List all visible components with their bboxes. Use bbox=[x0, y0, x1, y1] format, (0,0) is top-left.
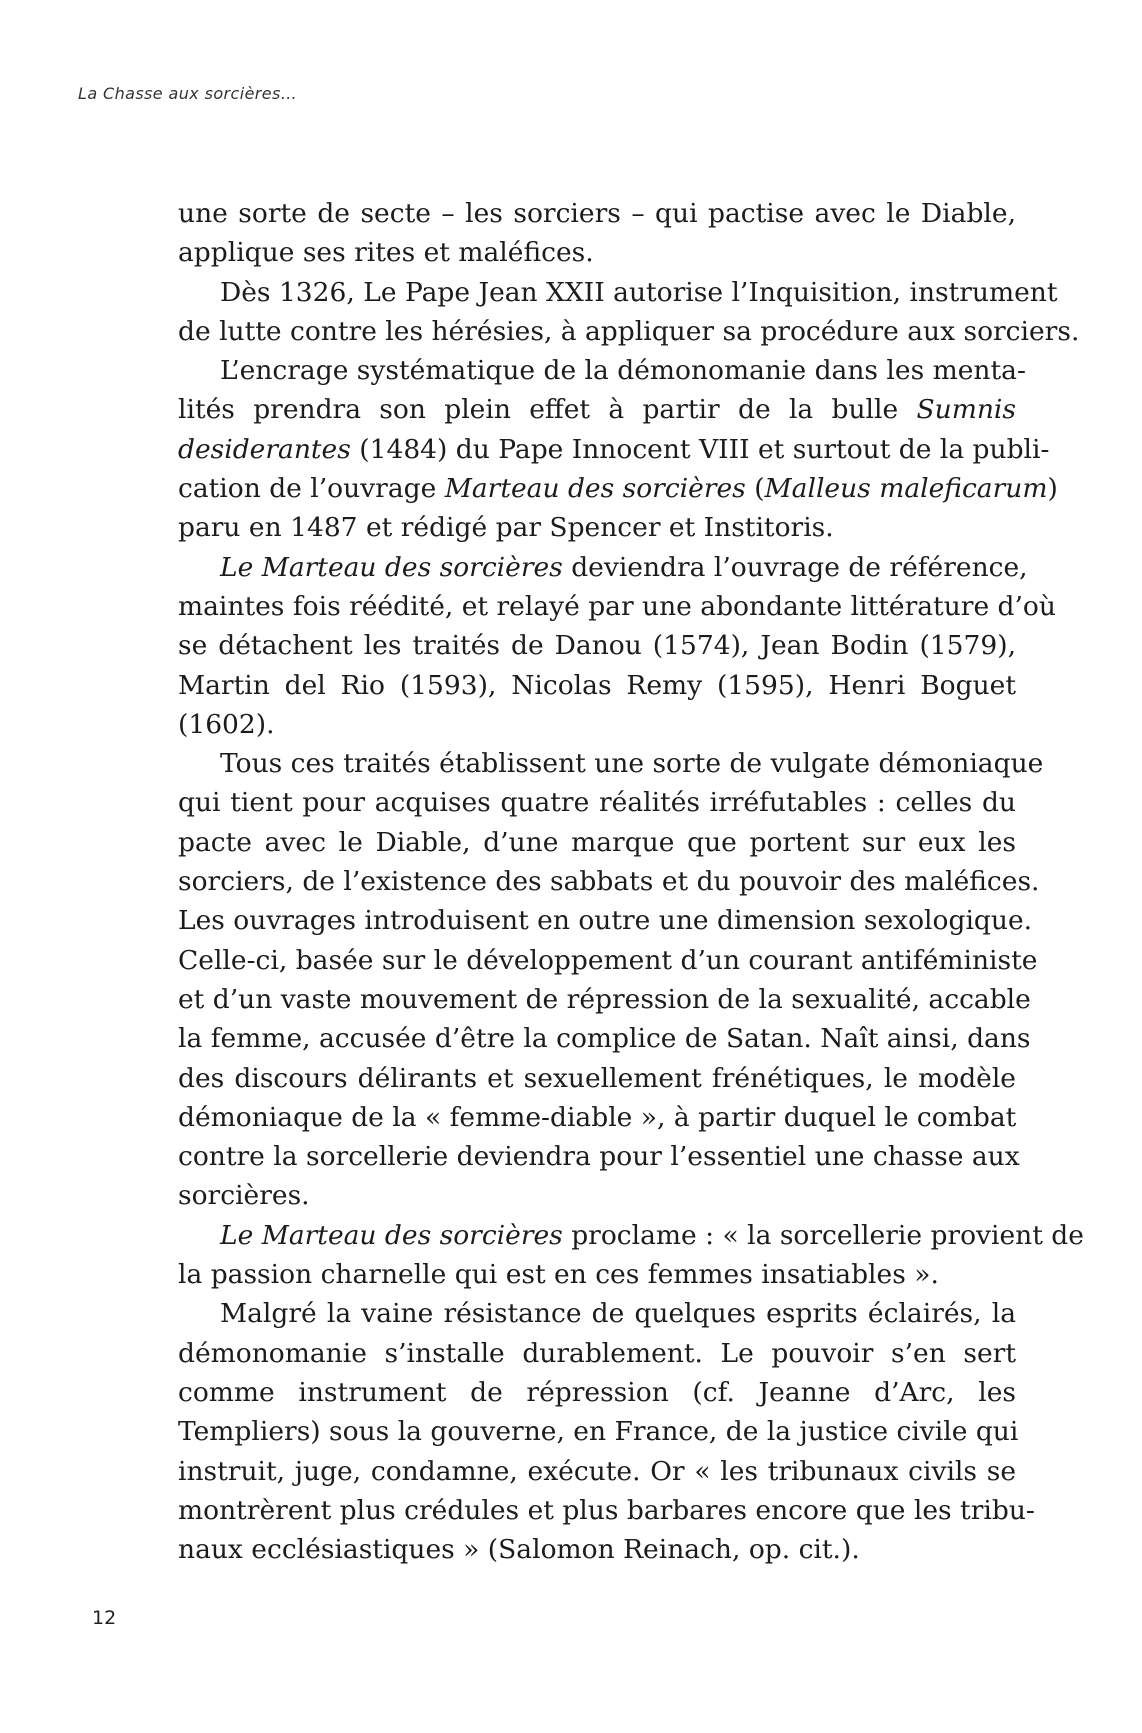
paragraph-7 bbox=[178, 1294, 1035, 1569]
text-line bbox=[178, 233, 1016, 272]
paragraph-1 bbox=[178, 194, 1016, 273]
text-line bbox=[178, 941, 1038, 980]
text-line bbox=[178, 469, 1058, 508]
italic-text: desiderantes bbox=[178, 433, 351, 465]
text-line bbox=[178, 273, 1058, 312]
text-run: Celle-ci, basée sur le développement d’un courant antiféministe bbox=[178, 944, 1038, 976]
italic-text: Le Marteau des sorcières bbox=[220, 1219, 563, 1251]
text-run: de lutte contre les hérésies, à appliquer sa procédure aux sorciers. bbox=[178, 315, 1080, 347]
text-line bbox=[178, 1412, 1019, 1451]
italic-text: Sumnis bbox=[916, 394, 1016, 426]
text-line bbox=[178, 1530, 1016, 1569]
text-run: Malgré la vaine résistance de quelques esprits éclairés, la bbox=[220, 1298, 1016, 1330]
text-run: deviendra l’ouvrage de référence, bbox=[562, 551, 1028, 583]
text-line bbox=[178, 548, 1028, 587]
text-run: et d’un vaste mouvement de répression de la sexualité, accable bbox=[178, 983, 1031, 1015]
text-run: lités prendra son plein effet à partir de la bulle bbox=[178, 394, 917, 426]
text-run: ( bbox=[745, 473, 765, 505]
text-line bbox=[178, 1294, 1016, 1333]
text-line bbox=[178, 666, 1016, 705]
italic-text: Le Marteau des sorcières bbox=[220, 551, 563, 583]
text-line bbox=[178, 1137, 1020, 1176]
text-run: une sorte de secte – les sorciers – qui pactise avec le Diable, bbox=[178, 198, 1016, 229]
text-run: Dès 1326, Le Pape Jean XXII autorise l’Inquisition, instrument bbox=[220, 276, 1058, 308]
text-run: L’encrage systématique de la démonomanie dans les menta- bbox=[220, 355, 1026, 387]
text-run: cation de l’ouvrage bbox=[178, 473, 445, 505]
text-line bbox=[178, 1255, 1016, 1294]
text-run: (1602). bbox=[178, 708, 275, 740]
text-run: comme instrument de répression (cf. Jeanne d’Arc, les bbox=[178, 1376, 1016, 1408]
text-run: la femme, accusée d’être la complice de Satan. Naît ainsi, dans bbox=[178, 1023, 1031, 1055]
paragraph-6 bbox=[178, 1216, 1084, 1295]
text-line bbox=[178, 1373, 1016, 1412]
text-run: maintes fois réédité, et relayé par une abondante littérature d’où bbox=[178, 590, 1056, 622]
text-line bbox=[178, 980, 1031, 1019]
text-run: (1484) du Pape Innocent VIII et surtout de la publi- bbox=[350, 433, 1050, 465]
body-text bbox=[178, 194, 1084, 1569]
text-run: contre la sorcellerie deviendra pour l’essentiel une chasse aux bbox=[178, 1141, 1020, 1173]
text-line bbox=[178, 823, 1016, 862]
text-run: paru en 1487 et rédigé par Spencer et Institoris. bbox=[178, 512, 834, 544]
text-line bbox=[178, 1491, 1035, 1530]
text-run: proclame : « la sorcellerie provient de bbox=[562, 1219, 1084, 1251]
text-run: ) bbox=[1047, 473, 1058, 505]
text-run: sorcières. bbox=[178, 1180, 310, 1212]
text-run: Martin del Rio (1593), Nicolas Remy (1595), Henri Boguet bbox=[178, 669, 1016, 701]
italic-text: Marteau des sorcières bbox=[444, 473, 746, 505]
text-run: montrèrent plus crédules et plus barbares encore que les tribu- bbox=[178, 1494, 1035, 1526]
paragraph-3 bbox=[178, 351, 1058, 547]
text-line bbox=[178, 744, 1044, 783]
page-number: 12 bbox=[92, 1607, 117, 1629]
text-line bbox=[178, 1452, 1016, 1491]
text-run: qui tient pour acquises quatre réalités irréfutables : celles du bbox=[178, 787, 1016, 819]
text-line bbox=[178, 1334, 1016, 1373]
paragraph-2 bbox=[178, 273, 1080, 352]
text-run: naux ecclésiastiques » (Salomon Reinach, op. cit.). bbox=[178, 1534, 860, 1566]
text-run: des discours délirants et sexuellement frénétiques, le modèle bbox=[178, 1062, 1016, 1094]
text-run: Templiers) sous la gouverne, en France, de la justice civile qui bbox=[178, 1416, 1019, 1448]
italic-text: Malleus maleficarum bbox=[764, 473, 1048, 505]
text-line bbox=[178, 1019, 1031, 1058]
text-run: pacte avec le Diable, d’une marque que portent sur eux les bbox=[178, 826, 1016, 858]
text-run: sorciers, de l’existence des sabbats et du pouvoir des maléfices. bbox=[178, 866, 1040, 898]
text-run: Tous ces traités établissent une sorte de vulgate démoniaque bbox=[220, 748, 1044, 780]
text-line bbox=[178, 587, 1056, 626]
text-line bbox=[178, 1216, 1084, 1255]
text-line bbox=[178, 390, 1016, 429]
paragraph-4 bbox=[178, 548, 1056, 744]
text-run: la passion charnelle qui est en ces femmes insatiables ». bbox=[178, 1259, 939, 1291]
text-line bbox=[178, 626, 1016, 665]
text-run: se détachent les traités de Danou (1574), Jean Bodin (1579), bbox=[178, 630, 1016, 662]
text-line bbox=[178, 312, 1080, 351]
text-run: applique ses rites et maléfices. bbox=[178, 237, 594, 269]
text-run: instruit, juge, condamne, exécute. Or « les tribunaux civils se bbox=[178, 1455, 1016, 1487]
text-line bbox=[178, 194, 1016, 233]
text-line bbox=[178, 1176, 1016, 1215]
text-line bbox=[178, 901, 1033, 940]
text-line bbox=[178, 862, 1040, 901]
text-run: démonomanie s’installe durablement. Le pouvoir s’en sert bbox=[178, 1337, 1016, 1369]
text-line bbox=[178, 705, 1016, 744]
text-run: démoniaque de la « femme-diable », à partir duquel le combat bbox=[178, 1101, 1017, 1133]
paragraph-5 bbox=[178, 744, 1044, 1216]
text-run: Les ouvrages introduisent en outre une dimension sexologique. bbox=[178, 905, 1033, 937]
running-header: La Chasse aux sorcières… bbox=[78, 84, 298, 103]
text-line bbox=[178, 1098, 1016, 1137]
text-line bbox=[178, 430, 1050, 469]
text-line bbox=[178, 1059, 1016, 1098]
text-line bbox=[178, 351, 1026, 390]
text-line bbox=[178, 783, 1016, 822]
text-line bbox=[178, 508, 1016, 547]
